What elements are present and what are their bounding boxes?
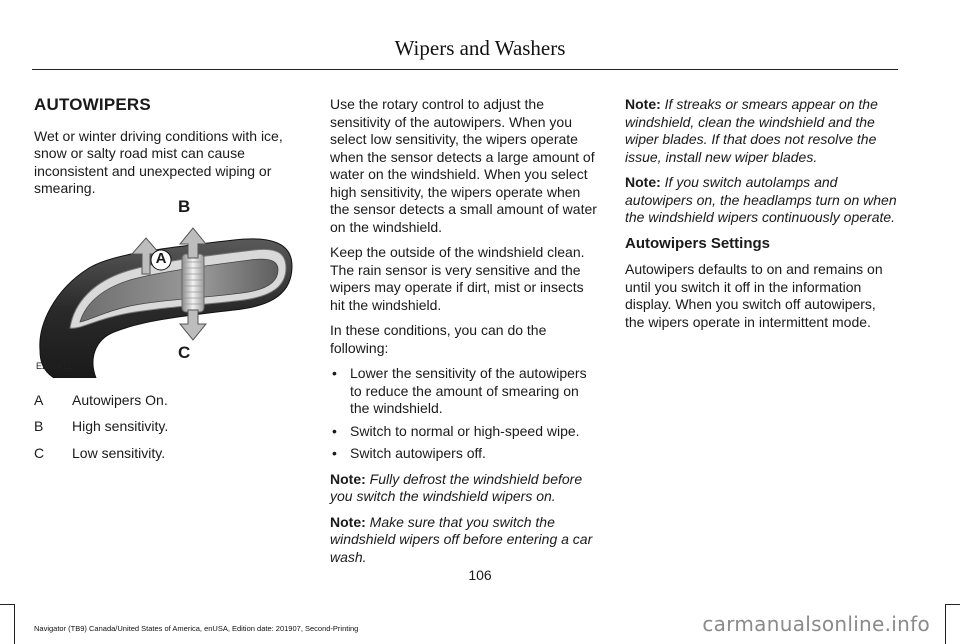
note-text: Make sure that you switch the windshield wipers off before entering a car wash. bbox=[330, 513, 593, 565]
section-heading: AUTOWIPERS bbox=[34, 95, 151, 114]
note-streaks bbox=[625, 96, 897, 166]
legend-row bbox=[34, 418, 292, 436]
autowipers-settings-heading: Autowipers Settings bbox=[625, 234, 771, 252]
callout-a-label: A bbox=[155, 249, 167, 267]
note-defrost bbox=[330, 471, 602, 506]
note-label: Note: bbox=[625, 174, 661, 190]
watermark: carmanualsonline.info bbox=[702, 612, 930, 636]
page-number: 106 bbox=[468, 567, 492, 583]
legend-text: Autowipers On. bbox=[72, 391, 168, 408]
note-text: Fully defrost the windshield before you switch the windshield wipers on. bbox=[330, 470, 583, 504]
note-car-wash bbox=[330, 514, 602, 567]
note-label: Note: bbox=[625, 96, 661, 112]
conditions-list bbox=[330, 365, 602, 463]
legend-text: High sensitivity. bbox=[72, 418, 169, 434]
note-label: Note: bbox=[330, 470, 366, 487]
sensitivity-paragraph: Use the rotary control to adjust the sensitivity of the autowipers. When you select low sensitivity, the wipers operate when the sensor detects a large amount of water on the windshield. When you select high sensitivity, the wipers operate when the sensor detects a small amount of water on the windshield. bbox=[330, 96, 597, 235]
figure-id: E269411 bbox=[36, 361, 72, 371]
column-1 bbox=[34, 96, 292, 471]
legend-row bbox=[34, 445, 292, 463]
intro-paragraph: Wet or winter driving conditions with ice, snow or salty road mist can cause inconsistent and unexpected wiping or smearing. bbox=[34, 127, 283, 196]
legend-key: B bbox=[34, 418, 44, 434]
clean-windshield-paragraph: Keep the outside of the windshield clean. The rain sensor is very sensitive and the wipers may operate if dirt, mist or insects hit the windshield. bbox=[330, 244, 585, 313]
settings-paragraph: Autowipers defaults to on and remains on until you switch it off in the information display. When you switch off autowipers, the wipers operate in intermittent mode. bbox=[625, 261, 883, 330]
callout-b-label: B bbox=[178, 196, 191, 216]
legend-text: Low sensitivity. bbox=[72, 444, 166, 461]
list-item: • Switch to normal or high-speed wipe. bbox=[330, 423, 602, 441]
edition-footer: Navigator (TB9) Canada/United States of America, enUSA, Edition date: 201907, Second-Printing bbox=[34, 624, 359, 633]
wiper-stalk-illustration bbox=[34, 210, 296, 378]
note-text: If streaks or smears appear on the windshield, clean the windshield and the wiper blades. If that does not resolve the issue, install new wiper blades. bbox=[625, 96, 878, 165]
crop-mark-left bbox=[0, 604, 15, 644]
legend-key: A bbox=[34, 391, 44, 408]
column-3 bbox=[625, 96, 897, 339]
column-2 bbox=[330, 96, 602, 574]
header-divider bbox=[32, 69, 898, 70]
page-header-title: Wipers and Washers bbox=[394, 36, 566, 60]
crop-mark-right bbox=[945, 604, 960, 644]
callout-c-label: C bbox=[178, 342, 191, 362]
list-item: • Switch autowipers off. bbox=[330, 445, 602, 463]
figure-legend bbox=[34, 392, 292, 463]
note-autolamps bbox=[625, 174, 897, 227]
note-text: If you switch autolamps and autowipers on, the headlamps turn on when the windshield wipers continuously operate. bbox=[625, 174, 897, 225]
note-label: Note: bbox=[330, 513, 366, 530]
legend-key: C bbox=[34, 444, 45, 461]
wiper-stalk-figure bbox=[34, 196, 296, 378]
conditions-paragraph: In these conditions, you can do the following: bbox=[330, 322, 547, 356]
legend-row bbox=[34, 392, 292, 410]
list-item: • Lower the sensitivity of the autowipers to reduce the amount of smearing on the windshield. bbox=[330, 365, 602, 418]
